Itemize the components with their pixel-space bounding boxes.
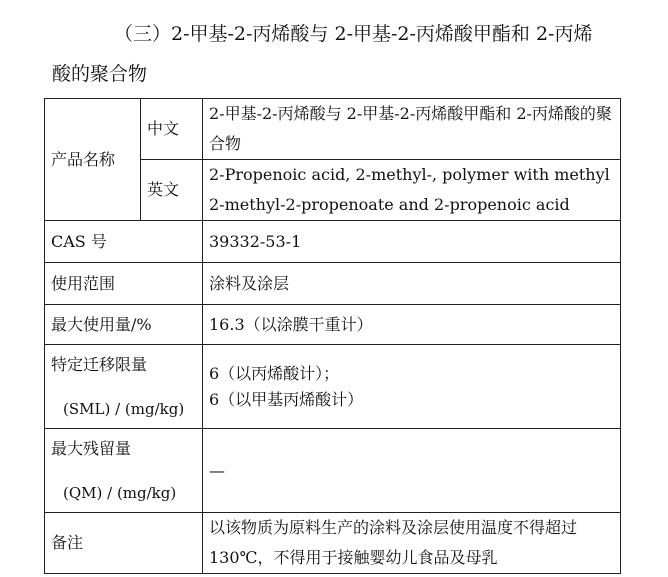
qm-label-top: 最大残留量	[51, 438, 132, 458]
table-row	[45, 305, 621, 345]
english-label: 英文	[141, 160, 203, 221]
note-label: 备注	[45, 513, 203, 574]
table-row	[45, 513, 621, 574]
cas-label: CAS 号	[45, 221, 203, 263]
sml-label-bottom: (SML) / (mg/kg)	[63, 399, 185, 418]
english-name-line-2: 2-methyl-2-propenoate and 2-propenoic acid	[209, 195, 570, 214]
english-name-line-1: 2-Propenoic acid, 2-methyl-, polymer with methyl	[209, 165, 610, 184]
qm-value: —	[203, 429, 621, 513]
english-name-value	[203, 160, 621, 221]
table-row	[45, 429, 621, 513]
table-row	[45, 221, 621, 263]
sml-label-top: 特定迁移限量	[51, 354, 148, 374]
sml-label	[45, 345, 203, 429]
chinese-label: 中文	[141, 99, 203, 160]
product-name-label: 产品名称	[45, 99, 141, 221]
max-use-value: 16.3（以涂膜干重计）	[203, 305, 621, 345]
use-value: 涂料及涂层	[203, 263, 621, 305]
sml-value-line-1: 6（以丙烯酸计）；	[209, 363, 340, 383]
section-heading	[52, 14, 627, 94]
table-row	[45, 345, 621, 429]
cas-value: 39332-53-1	[203, 221, 621, 263]
use-label: 使用范围	[45, 263, 203, 305]
note-value: 以该物质为原料生产的涂料及涂层使用温度不得超过 130℃，不得用于接触婴幼儿食品及母乳	[203, 513, 621, 574]
heading-line-2: 酸的聚合物	[52, 63, 148, 85]
sml-value-line-2: 6（以甲基丙烯酸计）	[209, 389, 364, 409]
sml-value	[203, 345, 621, 429]
qm-label-bottom: (QM) / (mg/kg)	[63, 483, 177, 502]
max-use-label: 最大使用量/%	[45, 305, 203, 345]
chinese-name-value: 2-甲基-2-丙烯酸与 2-甲基-2-丙烯酸甲酯和 2-丙烯酸的聚合物	[203, 99, 621, 160]
qm-label	[45, 429, 203, 513]
substance-spec-table	[44, 98, 621, 574]
heading-line-1: （三）2-甲基-2-丙烯酸与 2-甲基-2-丙烯酸甲酯和 2-丙烯	[114, 23, 593, 45]
table-row	[45, 263, 621, 305]
table-row	[45, 99, 621, 160]
